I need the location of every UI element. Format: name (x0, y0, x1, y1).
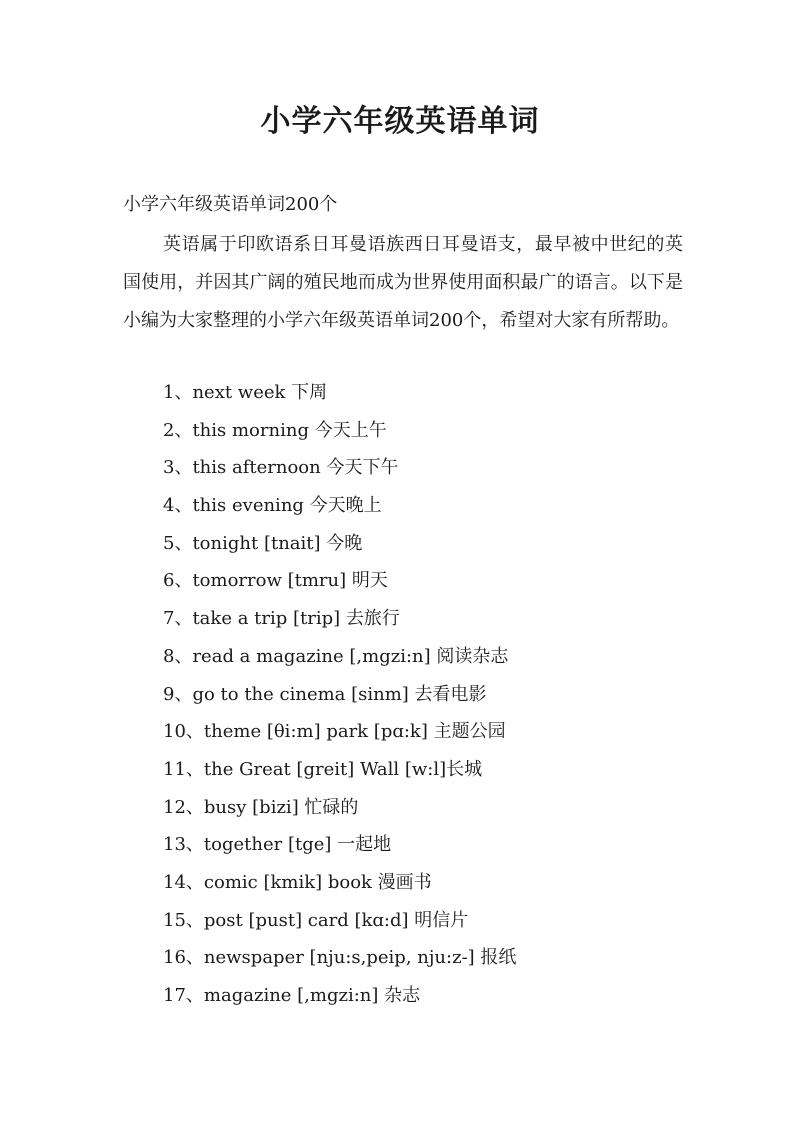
vocab-item: 4、this evening 今天晚上 (163, 495, 382, 517)
vocab-item: 11、the Great [greit] Wall [w:l]长城 (163, 758, 483, 780)
vocab-item: 2、this morning 今天上午 (163, 419, 387, 441)
vocab-item: 10、theme [θi:m] park [pɑ:k] 主题公园 (163, 721, 506, 743)
vocab-item: 16、newspaper [nju:s,peip, nju:z-] 报纸 (163, 947, 517, 969)
vocab-item: 6、tomorrow [tmru] 明天 (163, 570, 388, 592)
vocab-item: 15、post [pust] card [kɑ:d] 明信片 (163, 909, 469, 931)
vocab-item: 17、magazine [,mgzi:n] 杂志 (163, 985, 421, 1006)
vocab-item: 13、together [tge] 一起地 (163, 834, 392, 856)
vocab-item: 9、go to the cinema [sinm] 去看电影 (163, 683, 487, 705)
vocab-item: 12、busy [bizi] 忙碌的 (163, 796, 359, 818)
document-subtitle: 小学六年级英语单词200个 (123, 194, 338, 215)
vocab-item: 7、take a trip [trip] 去旅行 (163, 608, 400, 630)
document-title: 小学六年级英语单词 (260, 104, 540, 139)
vocab-item: 8、read a magazine [,mgzi:n] 阅读杂志 (163, 645, 509, 667)
intro-paragraph: 英语属于印欧语系日耳曼语族西日耳曼语支，最早被中世纪的英国使用，并因其广阔的殖民地而成为世界使用面积最广的语言。以下是小编为大家整理的小学六年级英语单词200个，希望对大家有所帮助。 (123, 234, 683, 331)
vocab-item: 5、tonight [tnait] 今晚 (163, 532, 363, 554)
vocab-item: 14、comic [kmik] book 漫画书 (163, 871, 432, 893)
vocab-item: 1、next week 下周 (163, 382, 328, 403)
vocab-item: 3、this afternoon 今天下午 (163, 457, 399, 479)
vocab-list (163, 374, 516, 1015)
